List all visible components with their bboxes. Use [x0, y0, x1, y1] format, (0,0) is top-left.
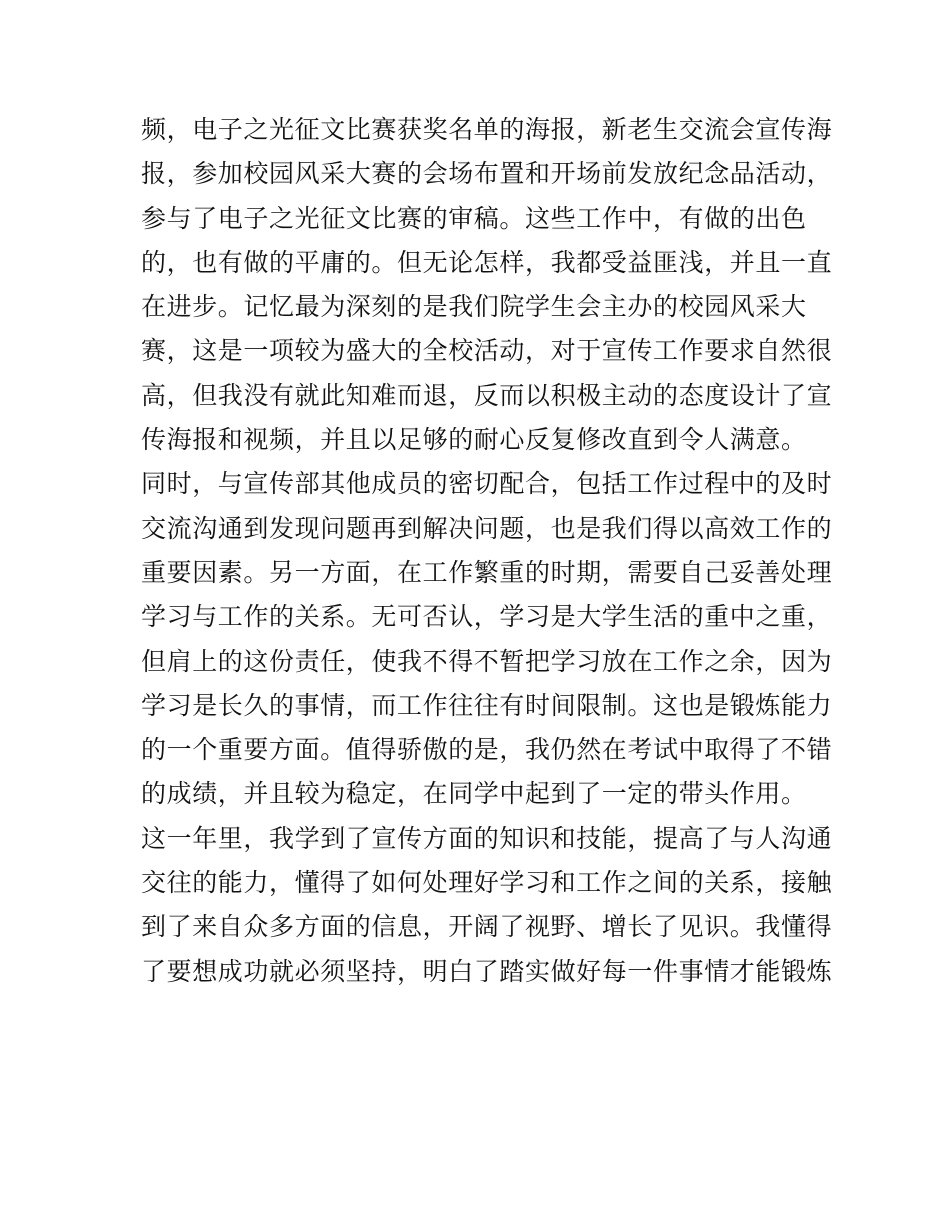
text-line: 的成绩，并且较为稳定，在同学中起到了一定的带头作用。	[141, 779, 807, 809]
text-line: 同时，与宣传部其他成员的密切配合，包括工作过程中的及时	[141, 469, 833, 499]
text-line: 频，电子之光征文比赛获奖名单的海报，新老生交流会宣传海	[141, 115, 833, 144]
text-line: 重要因素。另一方面，在工作繁重的时期，需要自己妥善处理	[141, 557, 833, 587]
text-line: 了要想成功就必须坚持，明白了踏实做好每一件事情才能锻炼	[141, 956, 833, 986]
text-line: 报，参加校园风采大赛的会场布置和开场前发放纪念品活动，	[141, 159, 833, 189]
text-line: 学习与工作的关系。无可否认，学习是大学生活的重中之重，	[141, 602, 833, 632]
body-text	[141, 108, 833, 994]
text-line: 赛，这是一项较为盛大的全校活动，对于宣传工作要求自然很	[141, 336, 833, 366]
text-line: 这一年里，我学到了宣传方面的知识和技能，提高了与人沟通	[141, 823, 833, 853]
text-line: 参与了电子之光征文比赛的审稿。这些工作中，有做的出色	[141, 203, 807, 233]
text-line: 交流沟通到发现问题再到解决问题，也是我们得以高效工作的	[141, 513, 833, 543]
text-line: 到了来自众多方面的信息，开阔了视野、增长了见识。我懂得	[141, 912, 833, 942]
text-line: 在进步。记忆最为深刻的是我们院学生会主办的校园风采大	[141, 292, 807, 322]
text-line: 交往的能力，懂得了如何处理好学习和工作之间的关系，接触	[141, 868, 833, 898]
text-line: 学习是长久的事情，而工作往往有时间限制。这也是锻炼能力	[141, 690, 833, 720]
text-line: 传海报和视频，并且以足够的耐心反复修改直到令人满意。	[141, 425, 807, 455]
text-line: 但肩上的这份责任，使我不得不暂把学习放在工作之余，因为	[141, 646, 833, 676]
text-line: 的一个重要方面。值得骄傲的是，我仍然在考试中取得了不错	[141, 735, 833, 765]
text-line: 的，也有做的平庸的。但无论怎样，我都受益匪浅，并且一直	[141, 247, 833, 277]
text-line: 高，但我没有就此知难而退，反而以积极主动的态度设计了宣	[141, 380, 833, 410]
